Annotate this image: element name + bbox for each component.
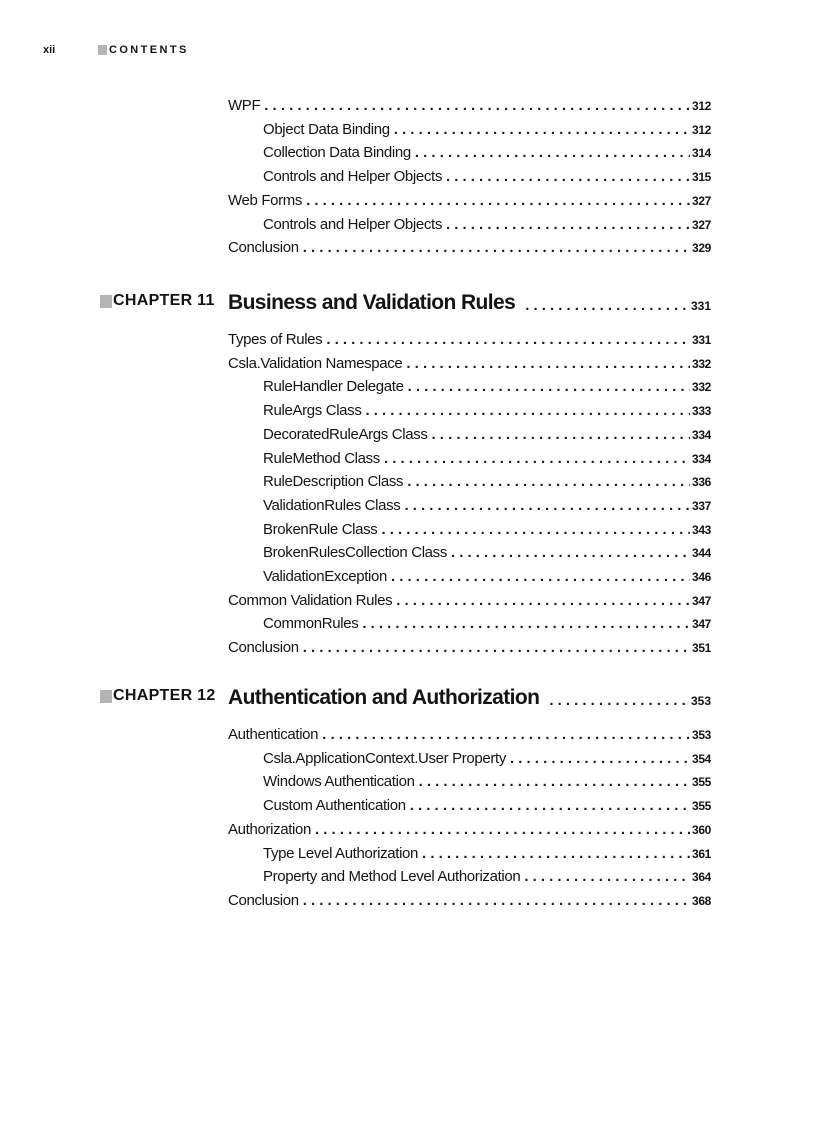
- toc-entry[interactable]: [228, 328, 711, 350]
- toc-entry-title: Property and Method Level Authorization: [263, 868, 521, 886]
- toc-entry-page: 347: [692, 593, 711, 608]
- dot-leader: [365, 401, 690, 421]
- toc-entry-page: 329: [692, 241, 711, 256]
- toc-entry[interactable]: [263, 213, 711, 235]
- toc-entry[interactable]: [263, 423, 711, 445]
- dot-leader: [391, 567, 690, 587]
- toc-entry[interactable]: [263, 842, 711, 864]
- toc-entry[interactable]: [263, 541, 711, 563]
- toc-entry-page: 334: [692, 427, 711, 442]
- dot-leader: [394, 120, 690, 140]
- dot-leader: [303, 638, 690, 658]
- toc-entry-page: 347: [692, 617, 711, 632]
- toc-entry-page: 353: [692, 728, 711, 742]
- toc-entry-page: 343: [692, 522, 711, 537]
- toc-entry-page: 327: [692, 217, 711, 232]
- page-number: xii: [43, 44, 56, 56]
- dot-leader: [451, 543, 690, 563]
- toc-entry[interactable]: [263, 470, 711, 492]
- toc-entry-title: Authentication: [228, 726, 319, 743]
- dot-leader: [306, 191, 690, 211]
- toc-entry-title: BrokenRule Class: [263, 520, 378, 538]
- toc-entry-title: CommonRules: [263, 615, 359, 633]
- toc-entry[interactable]: [263, 447, 711, 469]
- dot-leader: [408, 377, 690, 397]
- toc-entry-title: Csla.Validation Namespace: [228, 354, 403, 372]
- chapter-12-line[interactable]: [228, 681, 711, 711]
- toc-entry-page: 336: [692, 475, 711, 490]
- toc-entry[interactable]: [228, 723, 711, 745]
- dot-leader: [525, 296, 689, 316]
- toc-entry[interactable]: [263, 165, 711, 187]
- chapter-marker-icon: [100, 295, 112, 308]
- toc-entry[interactable]: [263, 770, 711, 792]
- dot-leader: [410, 796, 690, 816]
- toc-entry-page: 346: [692, 570, 711, 584]
- toc-entry-title: DecoratedRuleArgs Class: [263, 425, 428, 443]
- toc-entry-page: 360: [692, 822, 711, 837]
- toc-entry-title: Conclusion: [228, 239, 299, 257]
- toc-entry[interactable]: [228, 889, 711, 911]
- toc-entry[interactable]: [263, 565, 711, 587]
- toc-entry-title: RuleMethod Class: [263, 449, 380, 467]
- toc-entry[interactable]: [263, 375, 711, 397]
- toc-entry-page: 327: [692, 193, 711, 208]
- toc-entry-title: RuleHandler Delegate: [263, 378, 404, 396]
- chapter-12-number: CHAPTER 12: [113, 687, 216, 704]
- toc-entry-title: ValidationRules Class: [263, 496, 401, 514]
- toc-entry-page: 355: [692, 775, 711, 790]
- dot-leader: [381, 520, 690, 540]
- toc-entry[interactable]: [263, 494, 711, 516]
- toc-entry-title: Type Level Authorization: [263, 844, 419, 862]
- dot-leader: [303, 238, 690, 258]
- dot-leader: [362, 614, 690, 634]
- dot-leader: [446, 167, 690, 187]
- chapter-11-heading: [0, 286, 816, 316]
- toc-entry-title: Controls and Helper Objects: [263, 215, 442, 233]
- toc-entry-title: Types of Rules: [228, 331, 323, 348]
- toc-entry-page: 344: [692, 546, 711, 561]
- dot-leader: [432, 425, 690, 445]
- toc-entry[interactable]: [263, 141, 711, 163]
- toc-entry-title: Web Forms: [228, 191, 303, 209]
- dot-leader: [326, 330, 690, 350]
- running-header: [43, 42, 189, 58]
- toc-entry[interactable]: [263, 118, 711, 140]
- chapter-12-title: Authentication and Authorization: [228, 686, 540, 709]
- toc-entry-title: Authorization: [228, 820, 312, 838]
- toc-entry[interactable]: [228, 818, 711, 840]
- toc-entry[interactable]: [228, 236, 711, 258]
- dot-leader: [264, 96, 690, 116]
- dot-leader: [303, 891, 690, 911]
- chapter-11-title: Business and Validation Rules: [228, 291, 516, 314]
- toc-entry-page: 364: [692, 870, 711, 885]
- chapter-11-label: [100, 292, 215, 310]
- toc-entry-page: 368: [692, 893, 711, 908]
- dot-leader: [384, 449, 690, 469]
- toc-entry-title: RuleArgs Class: [263, 402, 362, 420]
- dot-leader: [549, 691, 689, 711]
- toc-entry-title: Csla.ApplicationContext.User Property: [263, 749, 506, 767]
- toc-entry[interactable]: [228, 589, 711, 611]
- toc-entry-page: 332: [692, 356, 711, 371]
- toc-entry-title: Custom Authentication: [263, 797, 406, 815]
- dot-leader: [404, 496, 690, 516]
- toc-entry-page: 354: [692, 751, 711, 766]
- toc-entry[interactable]: [263, 399, 711, 421]
- dot-leader: [396, 591, 690, 611]
- chapter-12-page: 353: [690, 694, 711, 708]
- toc-entry-page: 312: [692, 99, 711, 113]
- toc-entry-title: Windows Authentication: [263, 773, 415, 791]
- dot-leader: [406, 354, 690, 374]
- dot-leader: [419, 772, 690, 792]
- chapter-12-label: [100, 687, 216, 705]
- section-marker-icon: [98, 45, 107, 55]
- dot-leader: [315, 820, 690, 840]
- toc-entry-title: BrokenRulesCollection Class: [263, 544, 447, 562]
- toc-entry[interactable]: [263, 518, 711, 540]
- toc-entry-page: 332: [692, 380, 711, 395]
- toc-entry-title: Collection Data Binding: [263, 144, 411, 162]
- chapter-12-heading: [0, 681, 816, 711]
- dot-leader: [510, 749, 690, 769]
- toc-entry[interactable]: [263, 612, 711, 634]
- dot-leader: [524, 867, 690, 887]
- toc-entry[interactable]: [228, 352, 711, 374]
- toc-entry-page: 334: [692, 451, 711, 466]
- toc-entry-page: 337: [692, 498, 711, 513]
- toc-entry-page: 312: [692, 122, 711, 137]
- dot-leader: [446, 215, 690, 235]
- toc-entry-page: 333: [692, 404, 711, 419]
- toc-entry-title: ValidationException: [263, 568, 387, 585]
- toc-entry-title: Conclusion: [228, 639, 299, 657]
- toc-entry-title: RuleDescription Class: [263, 473, 404, 491]
- dot-leader: [322, 725, 690, 745]
- toc-entry-page: 314: [692, 146, 711, 161]
- toc-entry-title: Common Validation Rules: [228, 591, 393, 609]
- toc-entry[interactable]: [228, 189, 711, 211]
- dot-leader: [422, 844, 690, 864]
- toc-entry[interactable]: [228, 94, 711, 116]
- toc-entry[interactable]: [263, 794, 711, 816]
- chapter-marker-icon: [100, 690, 112, 703]
- toc-entry-title: Object Data Binding: [263, 120, 390, 138]
- section-title: CONTENTS: [109, 44, 189, 56]
- toc-entry[interactable]: [263, 747, 711, 769]
- chapter-11-line[interactable]: [228, 286, 711, 316]
- toc-entry-page: 315: [692, 170, 711, 185]
- chapter-11-page: 331: [690, 299, 711, 313]
- toc-entry[interactable]: [263, 865, 711, 887]
- chapter-11-number: CHAPTER 11: [113, 292, 215, 309]
- toc-entry-title: Controls and Helper Objects: [263, 168, 442, 186]
- toc-entry-page: 355: [692, 799, 711, 814]
- dot-leader: [415, 143, 690, 163]
- toc-entry-page: 351: [692, 641, 711, 656]
- dot-leader: [407, 472, 690, 492]
- toc-entry[interactable]: [228, 636, 711, 658]
- toc-entry-page: 361: [692, 846, 711, 861]
- toc-entry-title: WPF: [228, 97, 261, 114]
- toc-entry-page: 331: [692, 333, 711, 347]
- toc-entry-title: Conclusion: [228, 891, 299, 909]
